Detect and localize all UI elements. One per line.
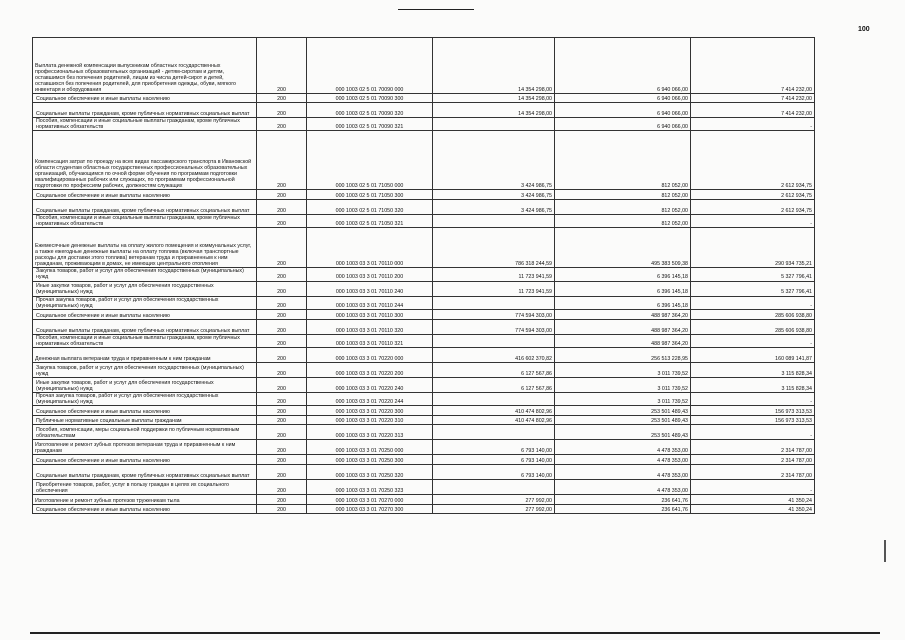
line-item-name: Прочая закупка товаров, работ и услуг для обеспечения государственных (муниципальных) нужд	[33, 392, 257, 405]
table-row	[33, 296, 815, 309]
approved-amount: 774 594 303,00	[433, 319, 555, 334]
budget-classification-code: 000 1003 02 5 01 70090 300	[307, 94, 433, 103]
unexecuted-amount: 2 314 787,00	[691, 455, 815, 465]
executed-amount: 4 478 353,00	[555, 440, 691, 455]
table-row	[33, 465, 815, 480]
executed-amount: 488 987 364,20	[555, 309, 691, 319]
executed-amount: 4 478 353,00	[555, 480, 691, 495]
approved-amount: 14 354 298,00	[433, 94, 555, 103]
budget-execution-table	[32, 37, 815, 514]
table-row	[33, 406, 815, 416]
executed-amount: 812 052,00	[555, 190, 691, 200]
unexecuted-amount: 7 414 232,00	[691, 94, 815, 103]
unexecuted-amount: 2 612 934,75	[691, 190, 815, 200]
budget-classification-code: 000 1003 03 3 01 70250 000	[307, 440, 433, 455]
approved-amount: 14 354 298,00	[433, 103, 555, 118]
line-item-name: Социальное обеспечение и иные выплаты населению	[33, 505, 257, 514]
executed-amount: 3 011 739,52	[555, 362, 691, 377]
line-item-name: Пособия, компенсации и иные социальные выплаты гражданам, кроме публичных нормативных обязательств	[33, 334, 257, 347]
approved-amount: 3 424 986,75	[433, 200, 555, 215]
admin-code: 200	[257, 190, 307, 200]
executed-amount: 236 641,76	[555, 495, 691, 505]
table-row	[33, 334, 815, 347]
budget-classification-code: 000 1003 03 3 01 70270 000	[307, 495, 433, 505]
admin-code: 200	[257, 131, 307, 190]
admin-code: 200	[257, 377, 307, 392]
table-row	[33, 118, 815, 131]
admin-code: 200	[257, 309, 307, 319]
approved-amount: 11 723 941,59	[433, 268, 555, 281]
line-item-name: Социальное обеспечение и иные выплаты населению	[33, 309, 257, 319]
approved-amount: 6 127 567,86	[433, 362, 555, 377]
admin-code: 200	[257, 440, 307, 455]
admin-code: 200	[257, 268, 307, 281]
scan-mark	[884, 540, 886, 562]
table-row	[33, 215, 815, 228]
budget-classification-code: 000 1003 03 3 01 70220 313	[307, 425, 433, 440]
executed-amount: 488 987 364,20	[555, 334, 691, 347]
line-item-name: Выплата денежной компенсации выпускникам областных государственных профессиональных образовательных организаций - детям-сиротам и детям, оставшимся без попечения родителей, лицам из числа детей-сирот и детей, оставшихся без попечения родителей, для приобретения одежды, обуви, мягкого инвентаря и оборудования	[33, 38, 257, 94]
line-item-name: Пособия, компенсации и иные социальные выплаты гражданам, кроме публичных нормативных обязательств	[33, 118, 257, 131]
table-row	[33, 309, 815, 319]
budget-classification-code: 000 1003 03 3 01 70110 320	[307, 319, 433, 334]
line-item-name: Социальное обеспечение и иные выплаты населению	[33, 406, 257, 416]
admin-code: 200	[257, 362, 307, 377]
unexecuted-amount: 2 612 934,75	[691, 131, 815, 190]
table-row	[33, 416, 815, 425]
line-item-name: Иные закупки товаров, работ и услуг для обеспечения государственных (муниципальных) нужд	[33, 377, 257, 392]
approved-amount	[433, 118, 555, 131]
approved-amount: 416 602 370,82	[433, 347, 555, 362]
executed-amount: 3 011 739,52	[555, 392, 691, 405]
table-row	[33, 347, 815, 362]
admin-code: 200	[257, 416, 307, 425]
table-row	[33, 190, 815, 200]
table-row	[33, 455, 815, 465]
admin-code: 200	[257, 480, 307, 495]
unexecuted-amount: 41 350,24	[691, 495, 815, 505]
line-item-name: Приобретение товаров, работ, услуг в пользу граждан в целях их социального обеспечения	[33, 480, 257, 495]
line-item-name: Пособия, компенсации и иные социальные выплаты гражданам, кроме публичных нормативных обязательств	[33, 215, 257, 228]
budget-classification-code: 000 1003 03 3 01 70110 000	[307, 228, 433, 268]
table-row	[33, 377, 815, 392]
admin-code: 200	[257, 406, 307, 416]
budget-classification-code: 000 1003 03 3 01 70110 321	[307, 334, 433, 347]
line-item-name: Компенсация затрат по проезду на всех видах пассажирского транспорта в Ивановской области студентам областных государственных профессиональных образовательных организаций, обучающимся по очной форме обучения по программам подготовки квалифицированных рабочих или служащих, по программам профессиональной подготовки по профессиям рабочих, должностям служащих	[33, 131, 257, 190]
budget-classification-code: 000 1003 03 3 01 70270 300	[307, 505, 433, 514]
line-item-name: Социальные выплаты гражданам, кроме публичных нормативных социальных выплат	[33, 465, 257, 480]
table-row	[33, 505, 815, 514]
executed-amount: 236 641,76	[555, 505, 691, 514]
unexecuted-amount: 285 606 938,80	[691, 309, 815, 319]
table-row	[33, 228, 815, 268]
line-item-name: Социальные выплаты гражданам, кроме публичных нормативных социальных выплат	[33, 319, 257, 334]
unexecuted-amount: 2 314 787,00	[691, 440, 815, 455]
executed-amount: 6 940 066,00	[555, 118, 691, 131]
budget-classification-code: 000 1003 03 3 01 70250 300	[307, 455, 433, 465]
approved-amount	[433, 480, 555, 495]
unexecuted-amount: 290 934 735,21	[691, 228, 815, 268]
line-item-name: Прочая закупка товаров, работ и услуг для обеспечения государственных (муниципальных) нужд	[33, 296, 257, 309]
approved-amount: 6 793 140,00	[433, 455, 555, 465]
unexecuted-amount: 160 089 141,87	[691, 347, 815, 362]
budget-classification-code: 000 1003 03 3 01 70110 240	[307, 281, 433, 296]
line-item-name: Социальные выплаты гражданам, кроме публичных нормативных социальных выплат	[33, 200, 257, 215]
admin-code: 200	[257, 392, 307, 405]
line-item-name: Пособия, компенсации, меры социальной поддержки по публичным нормативным обязательствам	[33, 425, 257, 440]
admin-code: 200	[257, 281, 307, 296]
unexecuted-amount: 5 327 796,41	[691, 281, 815, 296]
approved-amount: 6 793 140,00	[433, 440, 555, 455]
table-row	[33, 200, 815, 215]
executed-amount: 6 396 145,18	[555, 281, 691, 296]
unexecuted-amount: -	[691, 480, 815, 495]
table-row	[33, 495, 815, 505]
unexecuted-amount: -	[691, 215, 815, 228]
budget-classification-code: 000 1003 03 3 01 70220 310	[307, 416, 433, 425]
budget-classification-code: 000 1003 02 5 01 70090 320	[307, 103, 433, 118]
line-item-name: Публичные нормативные социальные выплаты гражданам	[33, 416, 257, 425]
admin-code: 200	[257, 38, 307, 94]
approved-amount: 6 793 140,00	[433, 465, 555, 480]
line-item-name: Социальное обеспечение и иные выплаты населению	[33, 190, 257, 200]
unexecuted-amount: -	[691, 334, 815, 347]
unexecuted-amount: -	[691, 392, 815, 405]
line-item-name: Изготовление и ремонт зубных протезов труженикам тыла	[33, 495, 257, 505]
admin-code: 200	[257, 505, 307, 514]
unexecuted-amount: -	[691, 425, 815, 440]
admin-code: 200	[257, 94, 307, 103]
budget-classification-code: 000 1003 02 5 01 70090 000	[307, 38, 433, 94]
unexecuted-amount: 3 115 828,34	[691, 362, 815, 377]
executed-amount: 3 011 739,52	[555, 377, 691, 392]
budget-classification-code: 000 1003 03 3 01 70110 200	[307, 268, 433, 281]
approved-amount: 6 127 567,86	[433, 377, 555, 392]
admin-code: 200	[257, 228, 307, 268]
budget-classification-code: 000 1003 03 3 01 70220 300	[307, 406, 433, 416]
approved-amount: 410 474 802,96	[433, 416, 555, 425]
unexecuted-amount: 7 414 232,00	[691, 38, 815, 94]
header-rule	[398, 9, 474, 10]
table-row	[33, 425, 815, 440]
table-row	[33, 392, 815, 405]
admin-code: 200	[257, 455, 307, 465]
executed-amount: 253 501 489,43	[555, 425, 691, 440]
approved-amount: 3 424 986,75	[433, 131, 555, 190]
unexecuted-amount: 41 350,24	[691, 505, 815, 514]
approved-amount: 11 723 941,59	[433, 281, 555, 296]
executed-amount: 6 940 066,00	[555, 103, 691, 118]
budget-classification-code: 000 1003 03 3 01 70250 323	[307, 480, 433, 495]
table-row	[33, 281, 815, 296]
unexecuted-amount: 2 612 934,75	[691, 200, 815, 215]
admin-code: 200	[257, 425, 307, 440]
table-row	[33, 480, 815, 495]
table-row	[33, 131, 815, 190]
executed-amount: 4 478 353,00	[555, 465, 691, 480]
budget-classification-code: 000 1003 03 3 01 70110 244	[307, 296, 433, 309]
executed-amount: 812 052,00	[555, 131, 691, 190]
executed-amount: 256 513 228,95	[555, 347, 691, 362]
unexecuted-amount: 2 314 787,00	[691, 465, 815, 480]
approved-amount: 277 992,00	[433, 505, 555, 514]
line-item-name: Социальное обеспечение и иные выплаты населению	[33, 455, 257, 465]
executed-amount: 812 052,00	[555, 215, 691, 228]
footer-rule	[30, 632, 880, 634]
approved-amount: 410 474 802,96	[433, 406, 555, 416]
line-item-name: Социальное обеспечение и иные выплаты населению	[33, 94, 257, 103]
unexecuted-amount: -	[691, 296, 815, 309]
unexecuted-amount: -	[691, 118, 815, 131]
budget-classification-code: 000 1003 02 5 01 71050 000	[307, 131, 433, 190]
admin-code: 200	[257, 495, 307, 505]
budget-classification-code: 000 1003 02 5 01 71050 320	[307, 200, 433, 215]
line-item-name: Социальные выплаты гражданам, кроме публичных нормативных социальных выплат	[33, 103, 257, 118]
approved-amount: 786 318 244,59	[433, 228, 555, 268]
line-item-name: Денежная выплата ветеранам труда и приравненным к ним гражданам	[33, 347, 257, 362]
approved-amount	[433, 425, 555, 440]
table-row	[33, 38, 815, 94]
approved-amount	[433, 296, 555, 309]
table-row	[33, 103, 815, 118]
budget-classification-code: 000 1003 02 5 01 71050 300	[307, 190, 433, 200]
table-row	[33, 319, 815, 334]
approved-amount: 277 992,00	[433, 495, 555, 505]
executed-amount: 6 396 145,18	[555, 268, 691, 281]
line-item-name: Закупка товаров, работ и услуг для обеспечения государственных (муниципальных) нужд	[33, 268, 257, 281]
budget-classification-code: 000 1003 03 3 01 70220 244	[307, 392, 433, 405]
unexecuted-amount: 7 414 232,00	[691, 103, 815, 118]
executed-amount: 6 396 145,18	[555, 296, 691, 309]
executed-amount: 253 501 489,43	[555, 406, 691, 416]
admin-code: 200	[257, 347, 307, 362]
table-row	[33, 94, 815, 103]
table-row	[33, 362, 815, 377]
approved-amount: 774 594 303,00	[433, 309, 555, 319]
executed-amount: 253 501 489,43	[555, 416, 691, 425]
budget-classification-code: 000 1003 02 5 01 71050 321	[307, 215, 433, 228]
unexecuted-amount: 285 606 938,80	[691, 319, 815, 334]
budget-classification-code: 000 1003 03 3 01 70220 000	[307, 347, 433, 362]
table-row	[33, 440, 815, 455]
executed-amount: 4 478 353,00	[555, 455, 691, 465]
admin-code: 200	[257, 319, 307, 334]
admin-code: 200	[257, 118, 307, 131]
budget-classification-code: 000 1003 03 3 01 70250 320	[307, 465, 433, 480]
executed-amount: 6 940 066,00	[555, 38, 691, 94]
admin-code: 200	[257, 103, 307, 118]
unexecuted-amount: 3 115 828,34	[691, 377, 815, 392]
line-item-name: Изготовление и ремонт зубных протезов ветеранам труда и приравненным к ним гражданам	[33, 440, 257, 455]
unexecuted-amount: 156 973 313,53	[691, 416, 815, 425]
unexecuted-amount: 5 327 796,41	[691, 268, 815, 281]
admin-code: 200	[257, 296, 307, 309]
approved-amount: 14 354 298,00	[433, 38, 555, 94]
admin-code: 200	[257, 215, 307, 228]
budget-classification-code: 000 1003 03 3 01 70220 240	[307, 377, 433, 392]
admin-code: 200	[257, 200, 307, 215]
approved-amount	[433, 215, 555, 228]
table-row	[33, 268, 815, 281]
executed-amount: 6 940 066,00	[555, 94, 691, 103]
executed-amount: 812 052,00	[555, 200, 691, 215]
budget-classification-code: 000 1003 02 5 01 70090 321	[307, 118, 433, 131]
line-item-name: Иные закупки товаров, работ и услуг для обеспечения государственных (муниципальных) нужд	[33, 281, 257, 296]
budget-classification-code: 000 1003 03 3 01 70110 300	[307, 309, 433, 319]
line-item-name: Ежемесячные денежные выплаты на оплату жилого помещения и коммунальных услуг, а также ежегодные денежные выплаты на оплату топлива (включая транспортные расходы для доставки этого топлива) ветеранам труда и приравненным к ним гражданам, проживающим в домах, не имеющих центрального отопления	[33, 228, 257, 268]
admin-code: 200	[257, 465, 307, 480]
approved-amount	[433, 334, 555, 347]
admin-code: 200	[257, 334, 307, 347]
budget-classification-code: 000 1003 03 3 01 70220 200	[307, 362, 433, 377]
executed-amount: 488 987 364,20	[555, 319, 691, 334]
executed-amount: 495 383 509,38	[555, 228, 691, 268]
approved-amount: 3 424 986,75	[433, 190, 555, 200]
page-number: 100	[858, 26, 870, 33]
line-item-name: Закупка товаров, работ и услуг для обеспечения государственных (муниципальных) нужд	[33, 362, 257, 377]
approved-amount	[433, 392, 555, 405]
unexecuted-amount: 156 973 313,53	[691, 406, 815, 416]
